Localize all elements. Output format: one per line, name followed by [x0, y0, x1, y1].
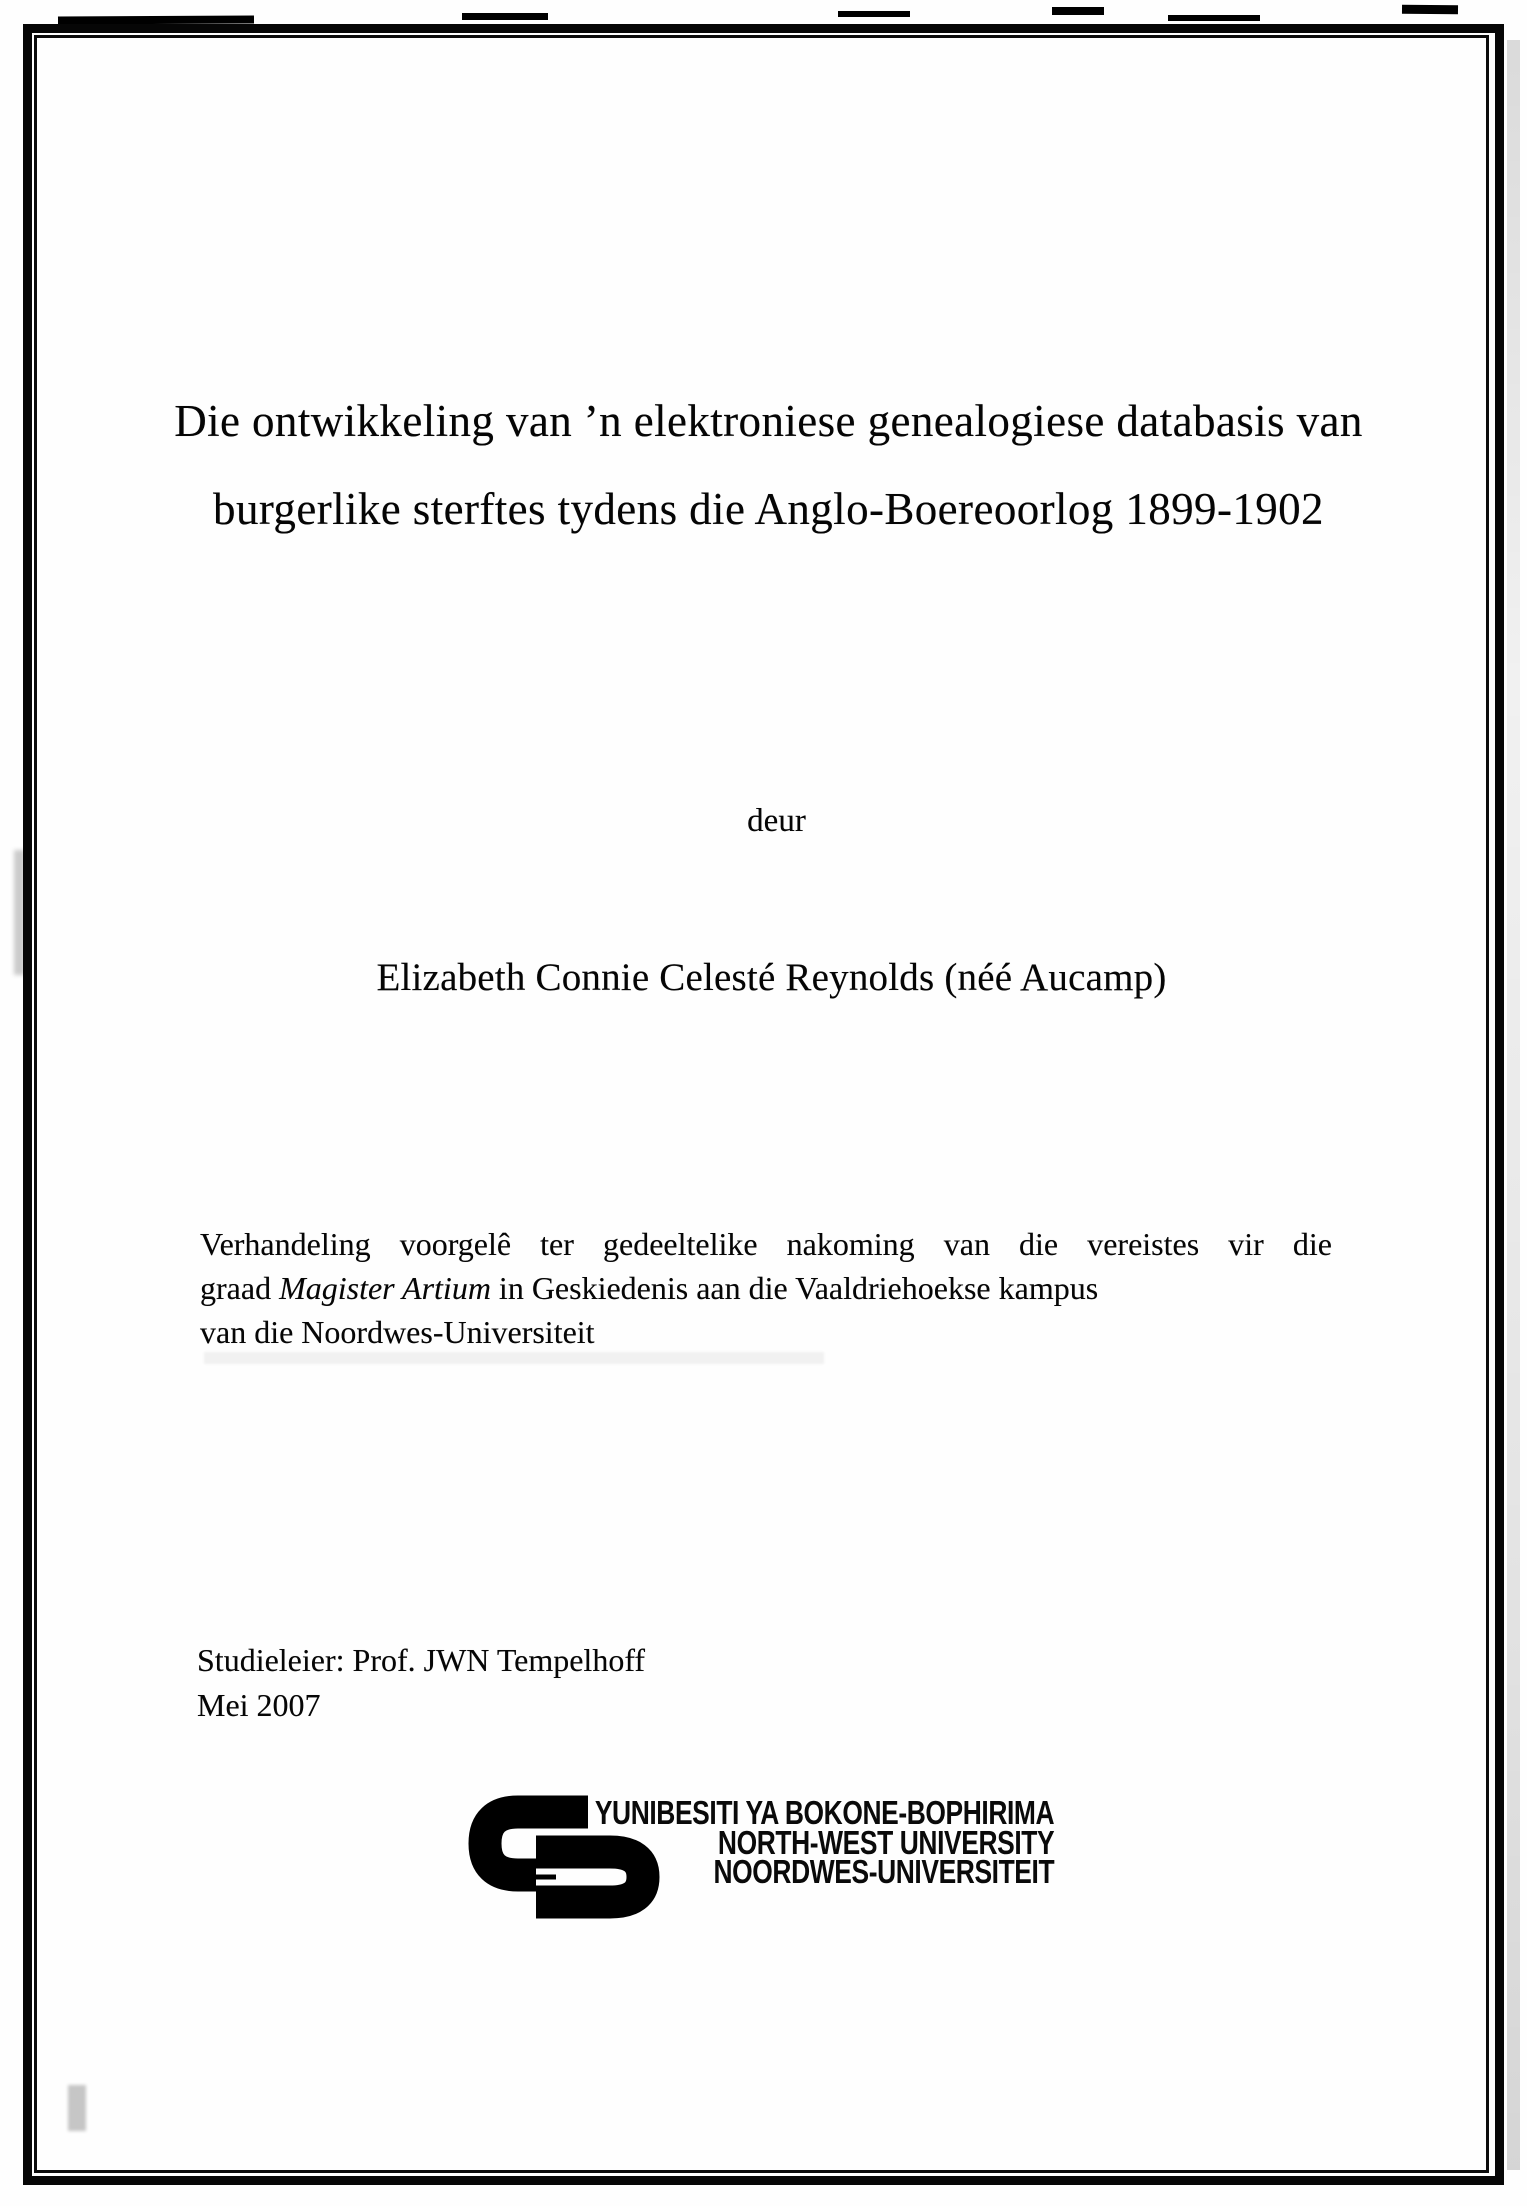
- thesis-title: [110, 377, 1427, 553]
- thesis-statement-line-1: Verhandeling voorgelê ter gedeeltelike nakoming van die vereistes vir die: [200, 1226, 1332, 1262]
- scan-artifact: [838, 11, 910, 17]
- wordmark-line-setswana: YUNIBESITI YA BOKONE-BOPHIRIMA: [594, 1794, 1054, 1831]
- scan-artifact: [1052, 7, 1104, 15]
- thesis-title-line-1: Die ontwikkeling van ’n elektroniese genealogiese databasis van: [174, 396, 1363, 446]
- supervisor-block: [197, 1638, 645, 1728]
- date-line: Mei 2007: [197, 1687, 321, 1723]
- thesis-statement-line-2: [200, 1266, 1332, 1310]
- supervisor-line: Studieleier: Prof. JWN Tempelhoff: [197, 1642, 646, 1678]
- scan-edge-shadow: [1507, 40, 1520, 2170]
- university-wordmark: [594, 1794, 1054, 1890]
- statement-line2-prefix: graad: [200, 1270, 280, 1306]
- university-logo: [468, 1795, 1068, 1935]
- degree-name-italic: Magister Artium: [279, 1270, 491, 1306]
- scan-artifact: [1402, 5, 1458, 15]
- scan-artifact: [462, 13, 548, 20]
- wordmark-line-english: NORTH-WEST UNIVERSITY: [717, 1823, 1054, 1861]
- byline-label: deur: [747, 803, 806, 839]
- author-name: Elizabeth Connie Celesté Reynolds (néé Aucamp): [376, 956, 1167, 999]
- statement-line2-suffix: in Geskiedenis aan die Vaaldriehoekse kampus: [490, 1270, 1099, 1306]
- scan-artifact: [1168, 15, 1260, 21]
- thesis-title-line-2: burgerlike sterftes tydens die Anglo-Boereoorlog 1899-1902: [213, 484, 1324, 534]
- thesis-statement: [200, 1222, 1332, 1354]
- thesis-statement-line-3: van die Noordwes-Universiteit: [200, 1314, 595, 1350]
- wordmark-line-afrikaans: NOORDWES-UNIVERSITEIT: [713, 1853, 1054, 1890]
